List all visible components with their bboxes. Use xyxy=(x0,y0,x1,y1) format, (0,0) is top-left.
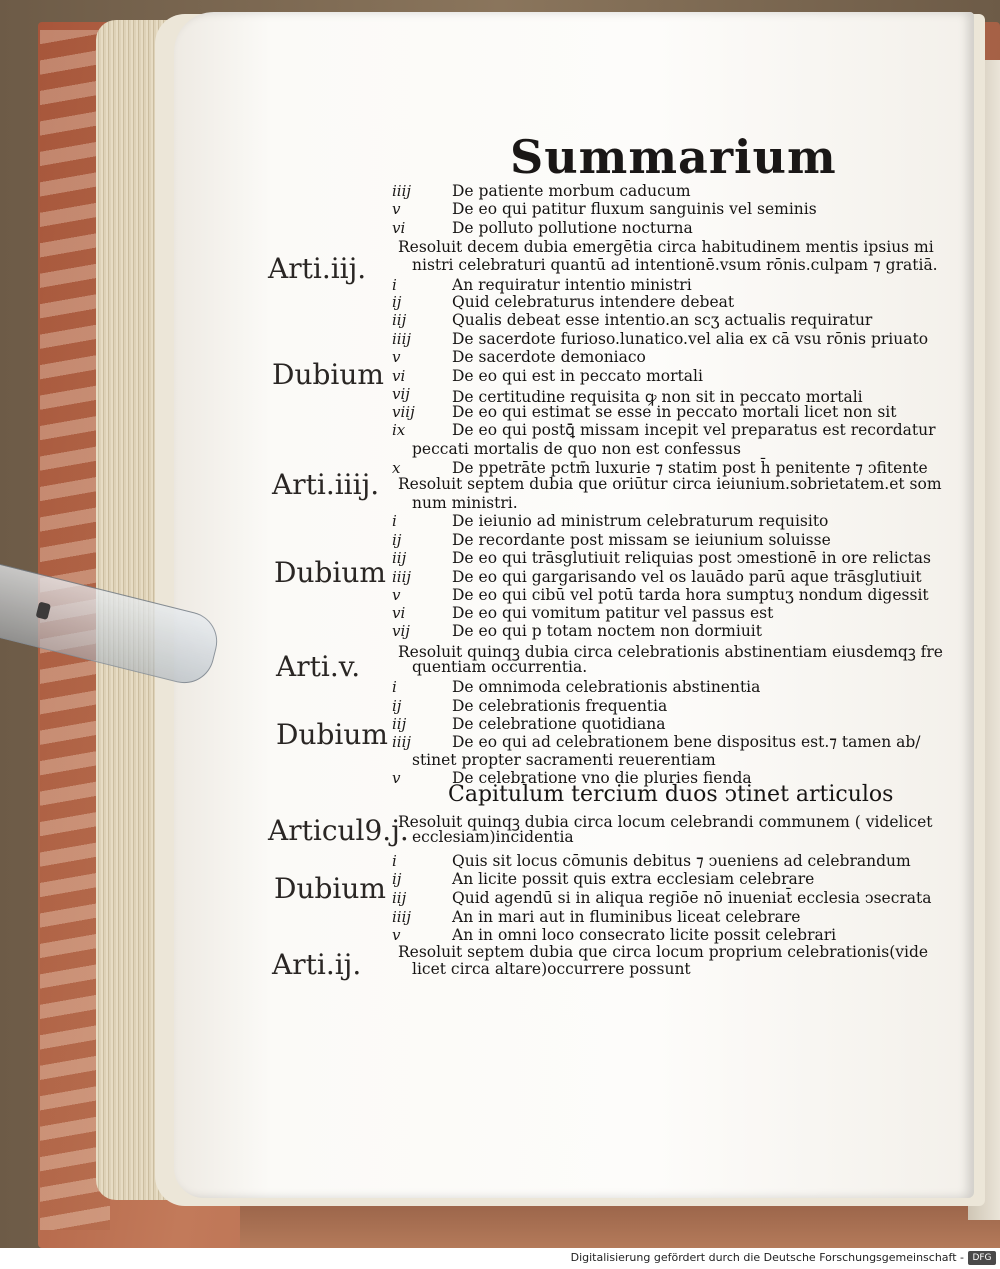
item-numeral: v xyxy=(392,586,401,604)
text-line: Resoluit quinqꝫ dubia circa locum celebrandi communem ( videlicet xyxy=(398,813,933,831)
item-numeral: vi xyxy=(392,604,406,622)
text-line: De celebratione vno die pluries fienda xyxy=(452,769,752,787)
dfg-logo: DFG xyxy=(968,1251,996,1265)
item-numeral: v xyxy=(392,926,401,944)
margin-note: Arti.v. xyxy=(276,650,361,683)
item-numeral: ij xyxy=(392,697,402,715)
text-line: De eo qui cibū vel potū tarda hora sumptuʒ nondum digessit xyxy=(452,586,929,604)
item-numeral: iiij xyxy=(392,568,412,586)
chapter-heading: Capitulum tercium duos ↄtinet articulos xyxy=(448,782,894,807)
margin-note: Dubium xyxy=(276,718,388,751)
text-line: De eo qui estimat se esse in peccato mortali licet non sit xyxy=(452,403,897,421)
text-line: Resoluit quinqꝫ dubia circa celebrationis abstinentiam eiusdemqꝫ fre xyxy=(398,643,943,661)
text-line: licet circa altare)occurrere possunt xyxy=(412,960,691,978)
item-numeral: i xyxy=(392,678,397,696)
text-line: De ppetrāte pctm̄ luxurie ⁊ statim post h̄ penitente ⁊ ↄfitente xyxy=(452,459,928,477)
text-line: Resoluit septem dubia que oriūtur circa ieiunium.sobrietatem.et som xyxy=(398,475,942,493)
text-line: quentiam occurrentia. xyxy=(412,658,588,676)
item-numeral: v xyxy=(392,348,401,366)
item-numeral: iij xyxy=(392,549,407,567)
item-numeral: ij xyxy=(392,293,402,311)
text-line: An in mari aut in fluminibus liceat celebrare xyxy=(452,908,801,926)
item-numeral: iiij xyxy=(392,330,412,348)
item-numeral: iij xyxy=(392,311,407,329)
text-line: De sacerdote demoniaco xyxy=(452,348,646,366)
item-numeral: iij xyxy=(392,889,407,907)
text-line: num ministri. xyxy=(412,494,518,512)
text-line: De patiente morbum caducum xyxy=(452,182,691,200)
margin-note: Arti.ij. xyxy=(272,948,362,981)
text-line: De celebrationis frequentia xyxy=(452,697,668,715)
item-numeral: ij xyxy=(392,870,402,888)
footer-text: Digitalisierung gefördert durch die Deutsche Forschungsgemeinschaft - xyxy=(570,1251,964,1264)
text-line: De ieiunio ad ministrum celebraturum requisito xyxy=(452,512,829,530)
item-numeral: i xyxy=(392,512,397,530)
text-line: Quis sit locus cōmunis debitus ⁊ ↄueniens ad celebrandum xyxy=(452,852,911,870)
text-line: De celebratione quotidiana xyxy=(452,715,666,733)
item-numeral: vi xyxy=(392,367,406,385)
item-numeral: i xyxy=(392,852,397,870)
text-line: De eo qui patitur fluxum sanguinis vel seminis xyxy=(452,200,817,218)
text-line: De sacerdote furioso.lunatico.vel alia ex cā vsu rōnis priuato xyxy=(452,330,929,348)
text-line: De eo qui trāsglutiuit reliquias post ↄmestionē in ore relictas xyxy=(452,549,931,567)
item-numeral: v xyxy=(392,200,401,218)
text-line: De eo qui p totam noctem non dormiuit xyxy=(452,622,762,640)
item-numeral: ix xyxy=(392,421,406,439)
margin-note: Dubium xyxy=(272,358,384,391)
text-line: De omnimoda celebrationis abstinentia xyxy=(452,678,761,696)
text-line: De eo qui ad celebrationem bene dispositus est.⁊ tamen ab/ xyxy=(452,733,921,751)
item-numeral: viij xyxy=(392,403,415,421)
margin-note: Arti.iij. xyxy=(268,252,367,285)
item-numeral: v xyxy=(392,769,401,787)
text-line: De polluto pollutione nocturna xyxy=(452,219,693,237)
item-numeral: iij xyxy=(392,715,407,733)
item-numeral: x xyxy=(392,459,401,477)
item-numeral: vi xyxy=(392,219,406,237)
text-line: De eo qui gargarisando vel os lauādo parū aque trāsglutiuit xyxy=(452,568,922,586)
text-line: stinet propter sacramenti reuerentiam xyxy=(412,751,716,769)
text-line: De certitudine requisita ꝙ non sit in peccato mortali xyxy=(452,388,863,406)
page-title: Summarium xyxy=(510,130,837,184)
item-numeral: iiij xyxy=(392,908,412,926)
ruler-hole xyxy=(36,602,52,620)
text-line: ecclesiam)incidentia xyxy=(412,828,574,846)
margin-note: Arti.iiij. xyxy=(272,468,380,501)
margin-note: Articul9.j. xyxy=(268,814,409,847)
margin-note: Dubium xyxy=(274,556,386,589)
item-numeral: iiij xyxy=(392,733,412,751)
text-line: Quid agendū si in aliqua regiōe nō inueniat̄ ecclesia ↄsecrata xyxy=(452,889,932,907)
text-line: Quid celebraturus intendere debeat xyxy=(452,293,735,311)
text-line: De recordante post missam se ieiunium soluisse xyxy=(452,531,831,549)
text-line: Qualis debeat esse intentio.an scʒ actualis requiratur xyxy=(452,311,873,329)
item-numeral: iiij xyxy=(392,182,412,200)
item-numeral: ij xyxy=(392,531,402,549)
footer-bar xyxy=(0,1248,1000,1269)
text-line: De eo qui postꝗ̄ missam incepit vel preparatus est recordatur xyxy=(452,421,936,439)
text-line: An licite possit quis extra ecclesiam celebrare xyxy=(452,870,815,888)
text-line: An in omni loco consecrato licite possit celebrari xyxy=(452,926,837,944)
text-line: De eo qui est in peccato mortali xyxy=(452,367,703,385)
text-line: Resoluit septem dubia que circa locum proprium celebrationis(vide xyxy=(398,943,929,961)
text-line: De eo qui vomitum patitur vel passus est xyxy=(452,604,774,622)
text-line: Resoluit decem dubia emergētia circa habitudinem mentis ipsius mi xyxy=(398,238,934,256)
item-numeral: vij xyxy=(392,622,410,640)
text-line: nistri celebraturi quantū ad intentionē.vsum rōnis.culpam ⁊ gratiā. xyxy=(412,256,938,274)
item-numeral: vij xyxy=(392,385,410,403)
text-line: peccati mortalis de quo non est confessus xyxy=(412,440,741,458)
item-numeral: i xyxy=(392,276,397,294)
text-line: An requiratur intentio ministri xyxy=(452,276,692,294)
margin-note: Dubium xyxy=(274,872,386,905)
